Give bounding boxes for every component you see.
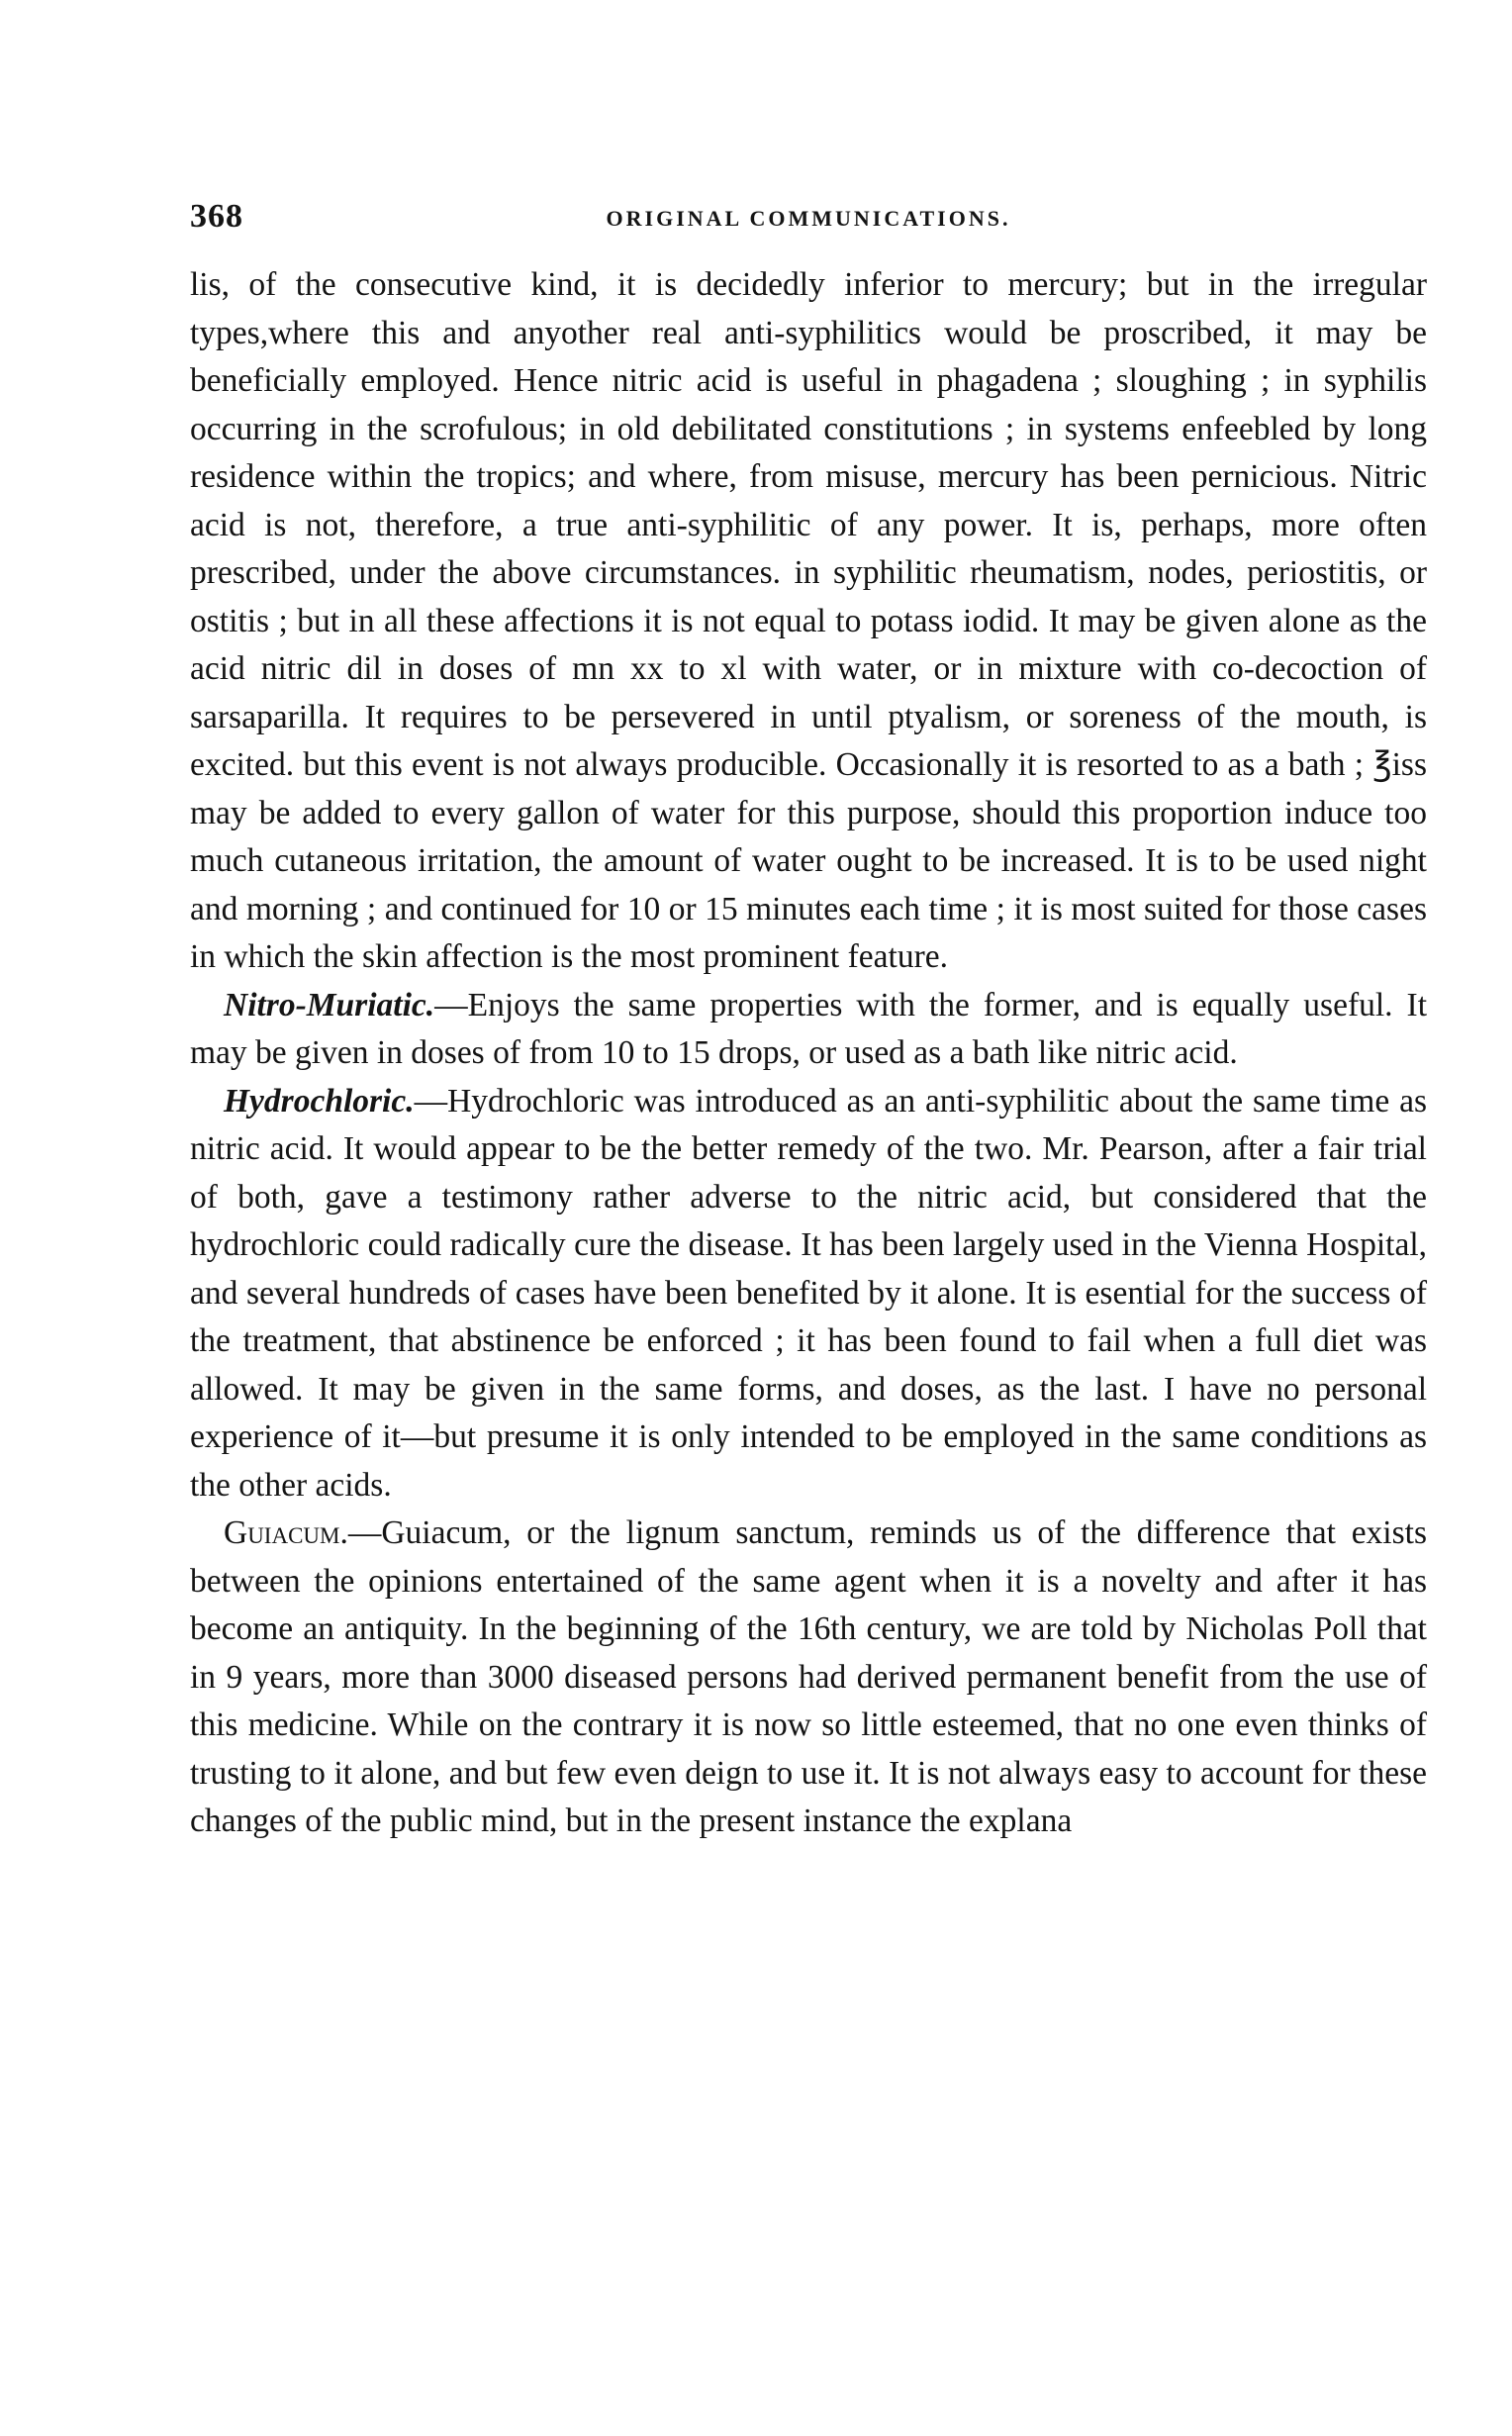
paragraph-lead-in: Guiacum.	[224, 1514, 348, 1551]
paragraph-text: —Guiacum, or the lignum sanctum, reminds us of the difference that exists between the opinions entertained of the same agent when it is a novelty and after it has become an antiquity. In the beginning of the 16th century, we are told by Nicholas Poll that in 9 years, more than 3000 diseased persons had derived permanent benefit from the use of this medicine. While on the contrary it is now so little esteemed, that no one even thinks of trusting to it alone, and but few even deign to use it. It is not always easy to account for these changes of the public mind, but in the present instance the explana	[190, 1514, 1427, 1839]
paragraph-nitric-acid	[190, 261, 1427, 982]
paragraph-guiacum	[190, 1510, 1427, 1846]
paragraph-lead-in: Nitro-Muriatic.	[224, 986, 435, 1023]
running-title: ORIGINAL COMMUNICATIONS.	[606, 206, 1011, 231]
paragraph-hydrochloric	[190, 1078, 1427, 1510]
running-head	[190, 198, 1427, 244]
paragraph-lead-in: Hydrochloric.	[224, 1082, 415, 1120]
paragraph-text: —Enjoys the same properties with the former, and is equally useful. It may be given in doses of from 10 to 15 drops, or used as a bath like nitric acid.	[190, 986, 1427, 1071]
page-number: 368	[190, 198, 243, 235]
book-page	[190, 198, 1427, 1846]
paragraph-text: lis, of the consecutive kind, it is decidedly inferior to mercury; but in the irregular types,where this and anyother real anti-syphilitics would be proscribed, it may be beneficially employed. Hence nitric acid is useful in phagadena ; sloughing ; in syphilis occurring in the scrofulous; in old debilitated constitutions ; in systems enfeebled by long residence within the tropics; and where, from misuse, mercury has been pernicious. Nitric acid is not, therefore, a true anti-syphilitic of any power. It is, perhaps, more often prescribed, under the above circumstances. in syphilitic rheumatism, nodes, periostitis, or ostitis ; but in all these affections it is not equal to potass iodid. It may be given alone as the acid nitric dil in doses of mn xx to xl with water, or in mixture with co-decoction of sarsaparilla. It requires to be persevered in until ptyalism, or soreness of the mouth, is excited. but this event is not always producible. Occasionally it is resorted to as a bath ; ℥iss may be added to every gallon of water for this purpose, should this proportion induce too much cutaneous irritation, the amount of water ought to be increased. It is to be used night and morning ; and continued for 10 or 15 minutes each time ; it is most suited for those cases in which the skin affection is the most prominent feature.	[190, 266, 1427, 975]
paragraph-text: —Hydrochloric was introduced as an anti-syphilitic about the same time as nitric acid. It would appear to be the better remedy of the two. Mr. Pearson, after a fair trial of both, gave a testimony rather adverse to the nitric acid, but considered that the hydrochloric could radically cure the disease. It has been largely used in the Vienna Hospital, and several hundreds of cases have been benefited by it alone. It is esential for the success of the treatment, that abstinence be enforced ; it has been found to fail when a full diet was allowed. It may be given in the same forms, and doses, as the last. I have no personal experience of it—but presume it is only intended to be employed in the same conditions as the other acids.	[190, 1082, 1427, 1504]
paragraph-nitro-muriatic	[190, 982, 1427, 1078]
body-text	[190, 261, 1427, 1846]
